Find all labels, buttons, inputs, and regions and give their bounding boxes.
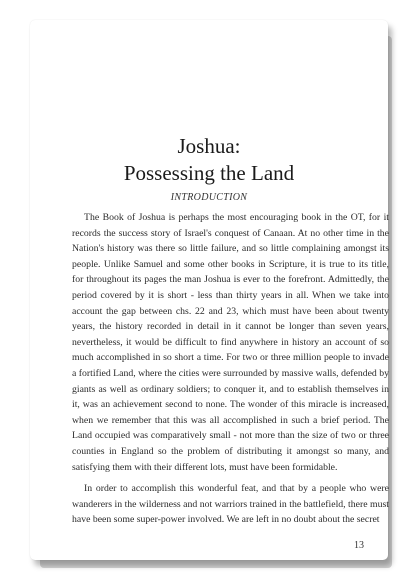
section-subtitle: INTRODUCTION [170, 192, 248, 203]
paragraph-2: In order to accomplish this wonderful feat, and that by a people who were wanderers in the wilderness and not warriors trained in the battlefield, there must have been some super-power involved. We are left in no doubt about the secret [72, 483, 389, 526]
paragraph-1: The Book of Joshua is perhaps the most encouraging book in the OT, for it records the success story of Israel's conquest of Canaan. At no other time in the Nation's history was there so little failure, and so little complaining amongst its people. Unlike Samuel and some other books in Scripture, it is true to its title, for throughout its pages the man Joshua is ever to the forefront. Admittedly, the period covered by it is short - less than thirty years in all. When we take into account the gap between chs. 22 and 23, which must have been about twenty years, the history recorded in detail in it cannot be longer than seven years, nevertheless, it would be difficult to find anywhere in history an account of so much accomplished in so short a time. For two or three million people to invade a fortified Land, where the cities were surrounded by massive walls, defended by giants as well as ordinary soldiers; to conquer it, and to establish themselves in it, was an achievement second to none. The wonder of this miracle is increased, when we remember that this was all accomplished in such a brief period. The Land occupied was comparatively small - not more than the size of two or three counties in England so the problem of distributing it amongst so many, and satisfying them with their different lots, must have been formidable. [72, 212, 389, 473]
page-number: 13 [354, 540, 364, 551]
book-page [30, 20, 388, 560]
body-text [72, 210, 389, 528]
chapter-title-line1: Joshua: [177, 134, 241, 158]
chapter-title-line2: Possessing the Land [123, 161, 295, 185]
